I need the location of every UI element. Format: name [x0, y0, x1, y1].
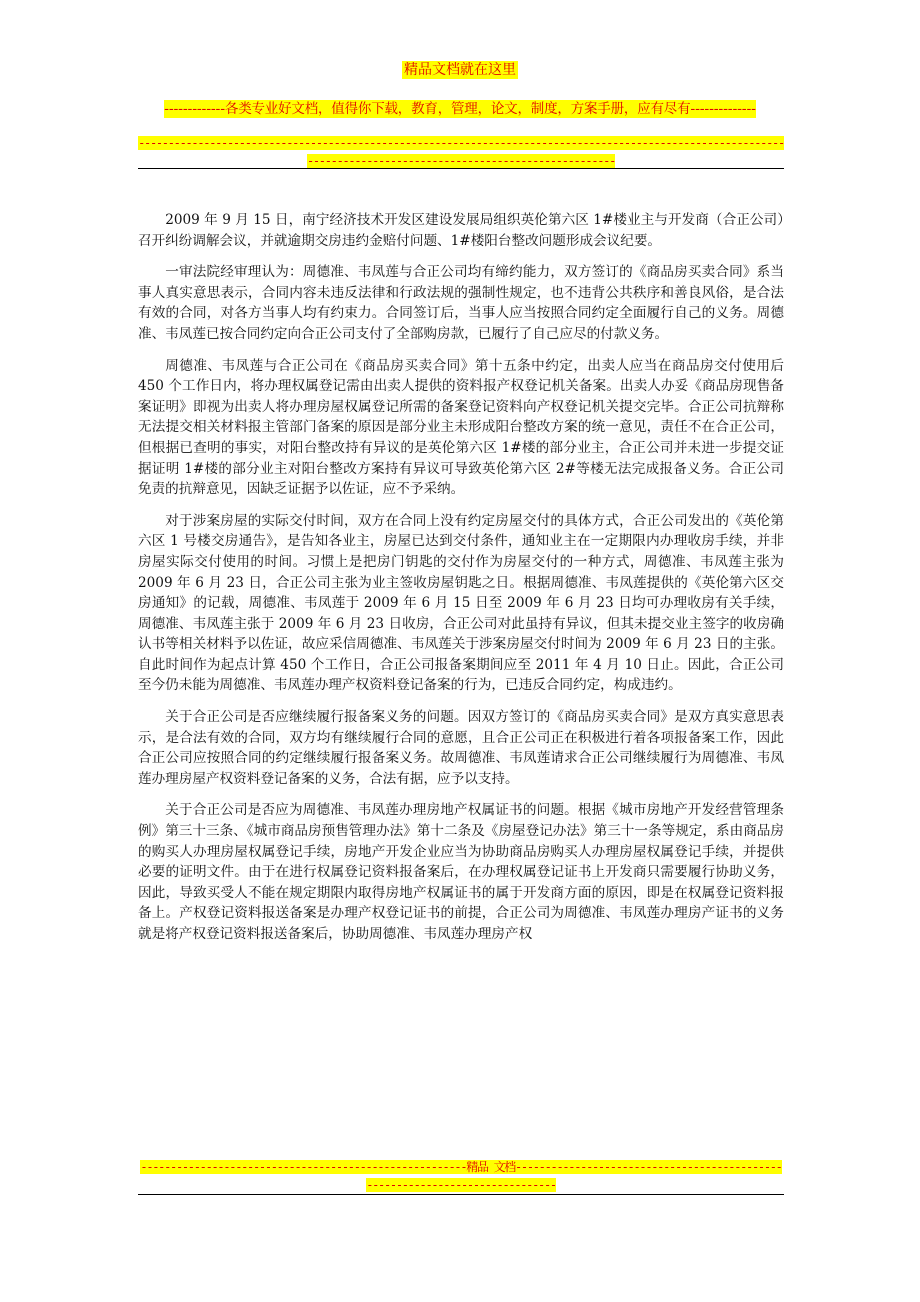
- footer-rule: [138, 1194, 784, 1195]
- header-subtitle: -------------各类专业好文档，值得你下载，教育，管理，论文，制度，方案手册，应有尽有--------------: [164, 101, 756, 117]
- header-title: 精品文档就在这里: [404, 62, 516, 78]
- paragraph: 对于涉案房屋的实际交付时间，双方在合同上没有约定房屋交付的具体方式，合正公司发出的《英伦第六区 1 号楼交房通告》，是告知各业主，房屋已达到交付条件，通知业主在一定期限内办理收房手续，并非房屋实际交付使用的时间。习惯上是把房门钥匙的交付作为房屋交付的一种方式，周德准、韦凤莲主张为 2009 年 6 月 23 日，合正公司主张为业主签收房屋钥匙之日。根据周德准、韦凤莲提供的《英伦第六区交房通知》的记载，周德准、韦凤莲于 2009 年 6 月 15 日至 2009 年 6 月 23 日均可办理收房有关手续，周德准、韦凤莲主张于 2009 年 6 月 23 日收房，合正公司对此虽持有异议，但其未提交业主签字的收房确认书等相关材料予以佐证，故应采信周德准、韦凤莲关于涉案房屋交付时间为 2009 年 6 月 23 日的主张。自此时间作为起点计算 450 个工作日，合正公司报备案期间应至 2011 年 4 月 10 日止。因此，合正公司至今仍未能为周德准、韦凤莲办理产权资料登记备案的行为，已违反合同约定，构成违约。: [138, 512, 784, 694]
- document-body: [138, 210, 784, 956]
- footer-dash-line: -------------------------------------------------------精品 文档-----------------------------------------------------------------------------: [140, 1160, 782, 1192]
- paragraph: 关于合正公司是否应继续履行报备案义务的问题。因双方签订的《商品房买卖合同》是双方真实意思表示，是合法有效的合同，双方均有继续履行合同的意愿，且合正公司正在积极进行着各项报备案工作，因此合正公司应按照合同的约定继续履行报备案义务。故周德准、韦凤莲请求合正公司继续履行为周德准、韦凤莲办理房屋产权资料登记备案的义务，合法有据，应予以支持。: [138, 709, 784, 787]
- header-dash-line: -----------------------------------------------------------------------------------------------------------------------------------------------------------------: [138, 136, 784, 168]
- paragraph: 2009 年 9 月 15 日，南宁经济技术开发区建设发展局组织英伦第六区 1#楼业主与开发商（合正公司）召开纠纷调解会议，并就逾期交房违约金赔付问题、1#楼阳台整改问题形成会议纪要。: [138, 212, 784, 249]
- paragraph: 一审法院经审理认为：周德准、韦凤莲与合正公司均有缔约能力，双方签订的《商品房买卖合同》系当事人真实意思表示，合同内容未违反法律和行政法规的强制性规定，也不违背公共秩序和善良风俗，是合法有效的合同，对各方当事人均有约束力。合同签订后，当事人应当按照合同约定全面履行自己的义务。周德准、韦凤莲已按合同约定向合正公司支付了全部购房款，已履行了自己应尽的付款义务。: [138, 264, 784, 342]
- paragraph: 关于合正公司是否应为周德准、韦凤莲办理房地产权属证书的问题。根据《城市房地产开发经营管理条例》第三十三条、《城市商品房预售管理办法》第十二条及《房屋登记办法》第三十一条等规定，系由商品房的购买人办理房屋权属登记手续，房地产开发企业应当为协助商品房购买人办理房屋权属登记手续，并提供必要的证明文件。由于在进行权属登记资料报备案后，在办理权属登记证书上开发商只需要履行协助义务，因此，导致买受人不能在规定期限内取得房地产权属证书的属于开发商方面的原因，即是在权属登记资料报备上。产权登记资料报送备案是办理产权登记证书的前提，合正公司为周德准、韦凤莲办理房产证书的义务就是将产权登记资料报送备案后，协助周德准、韦凤莲办理房产权: [138, 802, 784, 942]
- paragraph: 周德准、韦凤莲与合正公司在《商品房买卖合同》第十五条中约定，出卖人应当在商品房交付使用后 450 个工作日内，将办理权属登记需由出卖人提供的资料报产权登记机关备案。出卖人办妥《商品房现售备案证明》即视为出卖人将办理房屋权属登记所需的备案登记资料向产权登记机关提交完毕。合正公司抗辩称无法提交相关材料报主管部门备案的原因是部分业主未形成阳台整改方案的统一意见，责任不在合正公司，但根据已查明的事实，对阳台整改持有异议的是英伦第六区 1#楼的部分业主，合正公司并未进一步提交证据证明 1#楼的部分业主对阳台整改方案持有异议可导致英伦第六区 2#等楼无法完成报备义务。合正公司免责的抗辩意见，因缺乏证据予以佐证，应不予采纳。: [138, 357, 784, 498]
- header-rule: [138, 168, 784, 169]
